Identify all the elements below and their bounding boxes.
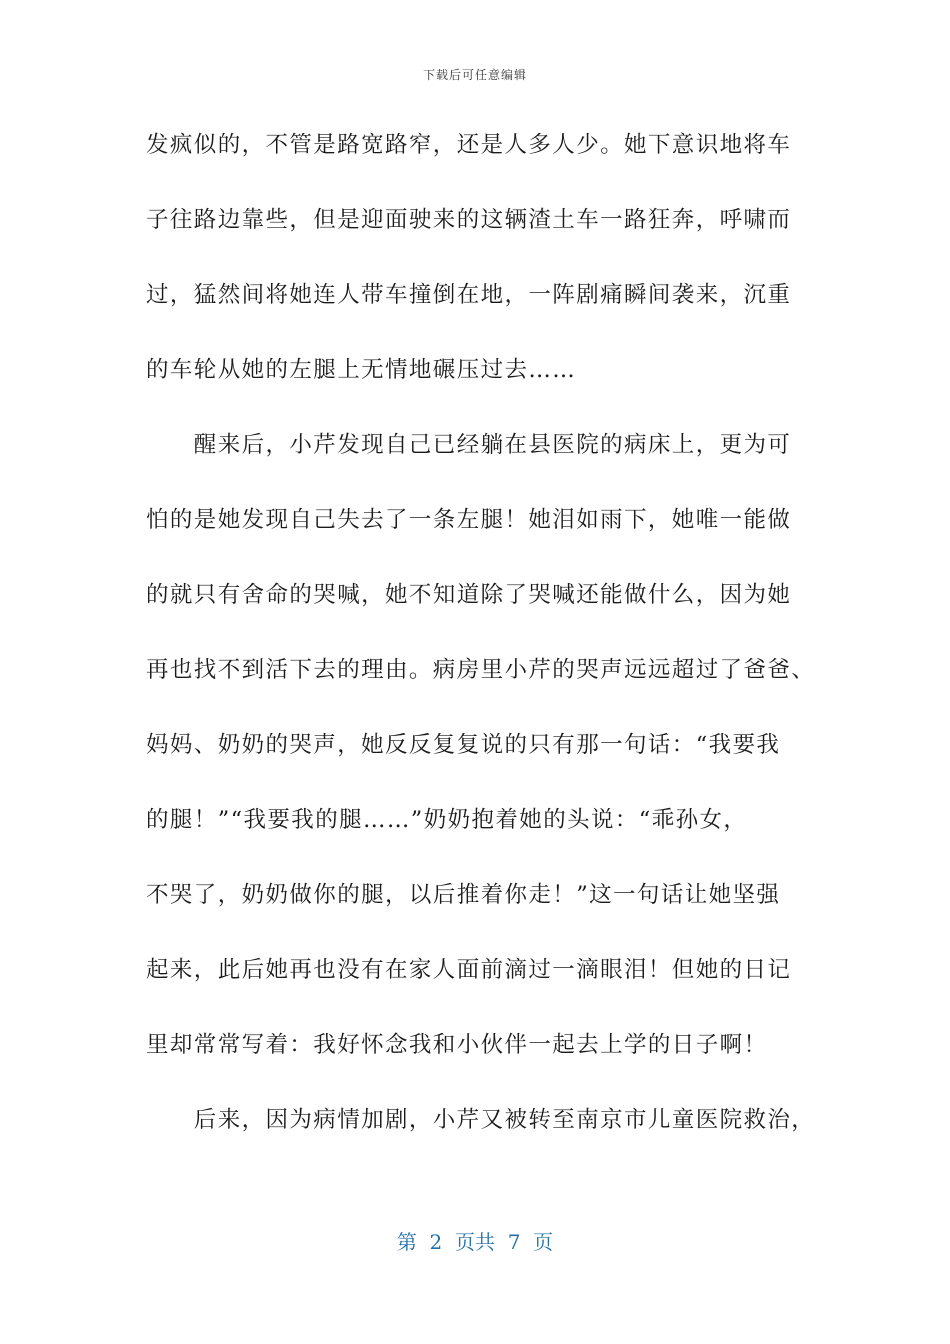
text-line: 妈妈、奶奶的哭声，她反反复复说的只有那一句话：“我要我 [146, 732, 781, 758]
text-line: 的就只有舍命的哭喊，她不知道除了哭喊还能做什么，因为她 [146, 582, 792, 608]
text-line: 过，猛然间将她连人带车撞倒在地，一阵剧痛瞬间袭来，沉重 [146, 282, 792, 308]
text-line: 不哭了，奶奶做你的腿，以后推着你走！”这一句话让她坚强 [146, 882, 781, 908]
text-line: 后来，因为病情加剧，小芹又被转至南京市儿童医院救治， [146, 1107, 816, 1133]
header-note: 下载后可任意编辑 [422, 68, 527, 82]
text-line: 的车轮从她的左腿上无情地碾压过去…… [146, 357, 577, 383]
page-number-footer: 第 2 页共 7 页 [396, 1230, 554, 1254]
text-line: 怕的是她发现自己失去了一条左腿！她泪如雨下，她唯一能做 [146, 507, 792, 533]
text-line: 起来，此后她再也没有在家人面前滴过一滴眼泪！但她的日记 [146, 957, 792, 983]
text-line: 的腿！”“我要我的腿……”奶奶抱着她的头说：“乖孙女， [146, 807, 748, 833]
text-line: 再也找不到活下去的理由。病房里小芹的哭声远远超过了爸爸、 [146, 657, 816, 683]
text-line: 里却常常写着：我好怀念我和小伙伴一起去上学的日子啊！ [146, 1032, 768, 1058]
text-line: 醒来后，小芹发现自己已经躺在县医院的病床上，更为可 [146, 432, 792, 458]
text-line: 子往路边靠些，但是迎面驶来的这辆渣土车一路狂奔，呼啸而 [146, 207, 792, 233]
text-line: 发疯似的，不管是路宽路窄，还是人多人少。她下意识地将车 [146, 132, 792, 158]
